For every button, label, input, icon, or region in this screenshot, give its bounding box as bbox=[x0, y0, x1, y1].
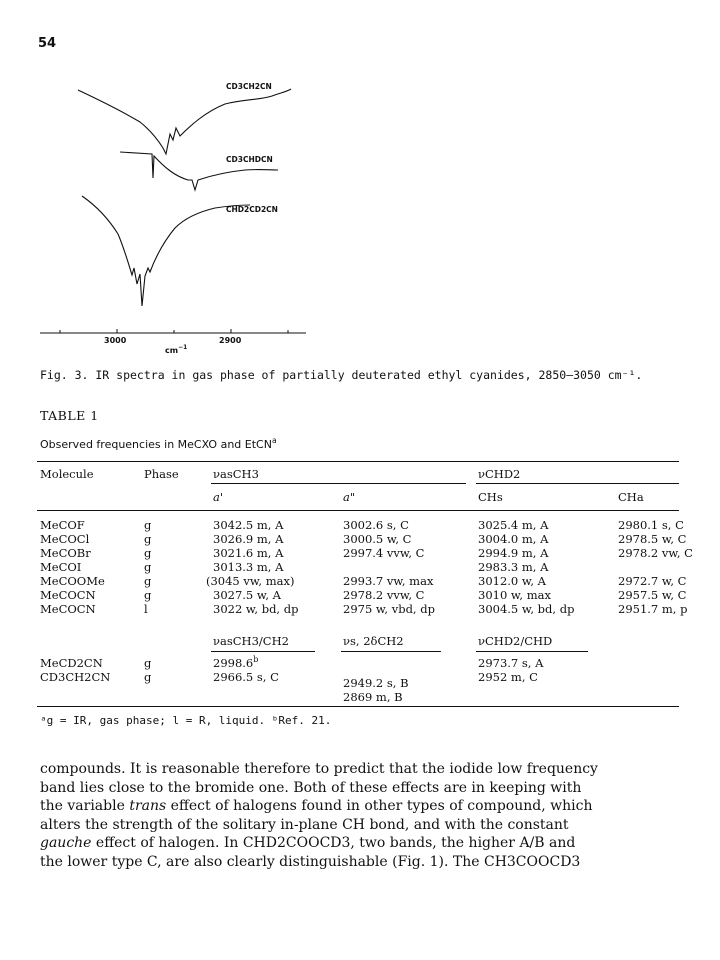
section2-header-group1: νasCH3/CH2 bbox=[213, 634, 289, 648]
cell-a2: 2993.7 vw, max bbox=[343, 574, 434, 588]
cell-molecule: MeCD2CN bbox=[40, 656, 103, 670]
cell-phase: g bbox=[144, 588, 152, 602]
axis-unit: $cm^{-1}$ bbox=[165, 344, 188, 355]
cell-phase: g bbox=[144, 546, 152, 560]
col-header-molecule: Molecule bbox=[40, 467, 94, 481]
ir-spectra-figure bbox=[0, 0, 720, 365]
tick-label-3000: 3000 bbox=[104, 336, 127, 345]
cell-phase: g bbox=[144, 560, 152, 574]
cell-c3: 2973.7 s, A bbox=[478, 656, 544, 670]
cell-phase: g bbox=[144, 518, 152, 532]
section2-header-group2: νs, 2δCH2 bbox=[343, 634, 404, 648]
cell-cha: 2978.2 vw, C bbox=[618, 546, 693, 560]
tick-label-2900: 2900 bbox=[219, 336, 242, 345]
cell-a1: 3027.5 w, A bbox=[213, 588, 281, 602]
cell-c3: 2952 m, C bbox=[478, 670, 538, 684]
cell-c2-second: 2869 m, B bbox=[343, 690, 403, 704]
header-underline bbox=[211, 483, 466, 484]
cell-chs: 3012.0 w, A bbox=[478, 574, 546, 588]
cell-cha: 2972.7 w, C bbox=[618, 574, 687, 588]
cell-molecule: MeCOCN bbox=[40, 588, 96, 602]
cell-c2: 2949.2 s, B bbox=[343, 676, 409, 690]
cell-chs: 2994.9 m, A bbox=[478, 546, 549, 560]
col-header-chs: CHs bbox=[478, 490, 503, 504]
figure-caption: Fig. 3. IR spectra in gas phase of partially deuterated ethyl cyanides, 2850—3050 cm⁻¹. bbox=[40, 368, 643, 382]
cell-a1: (3045 vw, max) bbox=[206, 574, 295, 588]
section2-underline bbox=[476, 651, 588, 652]
table-top-rule bbox=[37, 461, 679, 462]
page-number: 54 bbox=[38, 36, 57, 51]
spectrum-label-chd2cd2cn: CHD2CD2CN bbox=[226, 205, 278, 214]
cell-a1: 3026.9 m, A bbox=[213, 532, 284, 546]
body-text bbox=[40, 760, 680, 871]
cell-c1: 2998.6$^b$ bbox=[213, 655, 259, 670]
col-header-group1: νasCH3 bbox=[213, 467, 259, 481]
table-title: TABLE 1 bbox=[40, 408, 99, 423]
cell-cha: 2978.5 w, C bbox=[618, 532, 687, 546]
cell-molecule: MeCOBr bbox=[40, 546, 91, 560]
cell-molecule: CD3CH2CN bbox=[40, 670, 111, 684]
cell-a1: 3042.5 m, A bbox=[213, 518, 284, 532]
cell-phase: g bbox=[144, 670, 152, 684]
table-bottom-rule bbox=[37, 706, 679, 707]
spectrum-label-cd3ch2cn: CD3CH2CN bbox=[226, 82, 272, 91]
header-underline bbox=[476, 483, 679, 484]
cell-a2: 3000.5 w, C bbox=[343, 532, 412, 546]
cell-phase: l bbox=[144, 602, 148, 616]
body-line: alters the strength of the solitary in-plane CH bond, and with the constant bbox=[40, 816, 569, 833]
section2-header-group3: νCHD2/CHD bbox=[478, 634, 553, 648]
cell-a1: 3021.6 m, A bbox=[213, 546, 284, 560]
col-header-group2: νCHD2 bbox=[478, 467, 521, 481]
cell-molecule: MeCOI bbox=[40, 560, 82, 574]
table-header-rule bbox=[37, 510, 679, 511]
col-header-cha: CHa bbox=[618, 490, 644, 504]
cell-molecule: MeCOF bbox=[40, 518, 85, 532]
spectrum-cd3ch2cn bbox=[78, 89, 291, 154]
cell-molecule: MeCOOMe bbox=[40, 574, 105, 588]
body-line: gauche effect of halogen. In CHD2COOCD3, two bands, the higher A/B and bbox=[40, 835, 576, 851]
cell-chs: 3004.0 m, A bbox=[478, 532, 549, 546]
spectrum-label-cd3chdcn: CD3CHDCN bbox=[226, 155, 273, 164]
cell-cha: 2980.1 s, C bbox=[618, 518, 684, 532]
body-line: band lies close to the bromide one. Both of these effects are in keeping with bbox=[40, 779, 582, 796]
cell-molecule: MeCOCN bbox=[40, 602, 96, 616]
section2-underline bbox=[341, 651, 441, 652]
table-caption: Observed frequencies in MeCXO and EtCN$^a$ bbox=[40, 436, 277, 451]
cell-phase: g bbox=[144, 656, 152, 670]
cell-a1: 3013.3 m, A bbox=[213, 560, 284, 574]
body-line: the lower type C, are also clearly distinguishable (Fig. 1). The CH3COOCD3 bbox=[40, 853, 581, 870]
cell-a2: 2975 w, vbd, dp bbox=[343, 602, 435, 616]
col-header-a2: a" bbox=[343, 490, 356, 504]
cell-a1: 3022 w, bd, dp bbox=[213, 602, 299, 616]
cell-molecule: MeCOCl bbox=[40, 532, 90, 546]
cell-phase: g bbox=[144, 532, 152, 546]
cell-a2: 3002.6 s, C bbox=[343, 518, 409, 532]
col-header-phase: Phase bbox=[144, 467, 179, 481]
cell-a2: 2997.4 vvw, C bbox=[343, 546, 425, 560]
cell-a2: 2978.2 vvw, C bbox=[343, 588, 425, 602]
table-footnote: ᵃg = IR, gas phase; l = R, liquid. ᵇRef. 21. bbox=[40, 714, 332, 727]
body-line: the variable trans effect of halogens found in other types of compound, which bbox=[40, 798, 593, 814]
cell-chs: 2983.3 m, A bbox=[478, 560, 549, 574]
cell-chs: 3010 w, max bbox=[478, 588, 551, 602]
section2-underline bbox=[211, 651, 315, 652]
cell-chs: 3004.5 w, bd, dp bbox=[478, 602, 575, 616]
cell-phase: g bbox=[144, 574, 152, 588]
body-line: compounds. It is reasonable therefore to predict that the iodide low frequency bbox=[40, 761, 598, 777]
cell-chs: 3025.4 m, A bbox=[478, 518, 549, 532]
col-header-a1: a' bbox=[213, 490, 224, 504]
spectrum-chd2cd2cn bbox=[82, 196, 250, 306]
cell-cha: 2957.5 w, C bbox=[618, 588, 687, 602]
cell-c1: 2966.5 s, C bbox=[213, 670, 279, 684]
cell-cha: 2951.7 m, p bbox=[618, 602, 688, 616]
